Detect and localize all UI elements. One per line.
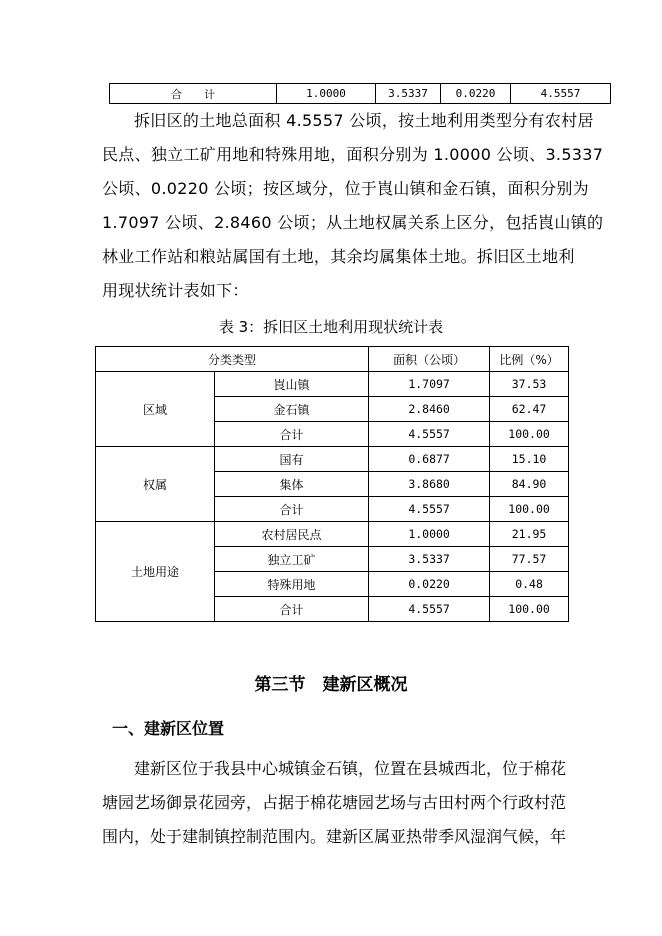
area-cell: 1.0000	[369, 522, 490, 547]
ratio-cell: 37.53	[490, 372, 569, 397]
area-cell: 4.5557	[369, 422, 490, 447]
area-cell: 3.8680	[369, 472, 490, 497]
paragraph-line: 拆旧区的土地总面积 4.5557 公顷，按土地利用类型分有农村居	[134, 111, 594, 130]
area-cell: 4.5557	[369, 497, 490, 522]
ratio-cell: 100.00	[490, 497, 569, 522]
subsection-title: 一、建新区位置	[112, 719, 225, 738]
summary-row-table	[109, 83, 611, 104]
ratio-cell: 84.90	[490, 472, 569, 497]
summary-label: 合 计	[110, 84, 277, 104]
table-header-row	[96, 347, 569, 372]
paragraph-line: 围内，处于建制镇控制范围内。建新区属亚热带季风湿润气候，年	[102, 827, 567, 846]
ratio-cell: 62.47	[490, 397, 569, 422]
group-cell: 区域	[96, 372, 215, 447]
table-row	[110, 84, 611, 104]
paragraph-line: 用现状统计表如下：	[102, 281, 249, 300]
paragraph-line: 公顷、0.0220 公顷；按区域分，位于崀山镇和金石镇，面积分别为	[102, 179, 589, 198]
paragraph-demolition-area	[102, 104, 604, 308]
item-cell: 金石镇	[215, 397, 369, 422]
area-cell: 0.6877	[369, 447, 490, 472]
group-cell: 土地用途	[96, 522, 215, 622]
table-row	[96, 372, 569, 397]
paragraph-line: 民点、独立工矿用地和特殊用地，面积分别为 1.0000 公顷、3.5337	[102, 145, 604, 164]
summary-value: 0.0220	[441, 84, 511, 104]
paragraph-line: 建新区位于我县中心城镇金石镇，位置在县城西北，位于棉花	[134, 759, 567, 778]
paragraph-line: 塘园艺场御景花园旁，占据于棉花塘园艺场与古田村两个行政村范	[102, 793, 567, 812]
header-ratio: 比例（%）	[490, 347, 569, 372]
section-title: 第三节 建新区概况	[254, 675, 408, 695]
paragraph-new-area-location	[102, 752, 572, 854]
table-row	[96, 447, 569, 472]
ratio-cell: 77.57	[490, 547, 569, 572]
item-cell: 合计	[215, 422, 369, 447]
summary-value: 4.5557	[511, 84, 611, 104]
group-cell: 权属	[96, 447, 215, 522]
item-cell: 特殊用地	[215, 572, 369, 597]
summary-value: 1.0000	[277, 84, 376, 104]
item-cell: 国有	[215, 447, 369, 472]
header-area: 面积（公顷）	[369, 347, 490, 372]
area-cell: 0.0220	[369, 572, 490, 597]
area-cell: 3.5337	[369, 547, 490, 572]
area-cell: 1.7097	[369, 372, 490, 397]
ratio-cell: 100.00	[490, 597, 569, 622]
table-row	[96, 522, 569, 547]
area-cell: 4.5557	[369, 597, 490, 622]
item-cell: 独立工矿	[215, 547, 369, 572]
paragraph-line: 1.7097 公顷、2.8460 公顷；从土地权属关系上区分，包括崀山镇的	[102, 213, 604, 232]
land-use-table	[95, 346, 569, 622]
item-cell: 崀山镇	[215, 372, 369, 397]
area-cell: 2.8460	[369, 397, 490, 422]
item-cell: 农村居民点	[215, 522, 369, 547]
paragraph-line: 林业工作站和粮站属国有土地，其余均属集体土地。拆旧区土地利	[102, 247, 575, 266]
item-cell: 合计	[215, 597, 369, 622]
item-cell: 合计	[215, 497, 369, 522]
item-cell: 集体	[215, 472, 369, 497]
ratio-cell: 15.10	[490, 447, 569, 472]
ratio-cell: 21.95	[490, 522, 569, 547]
summary-value: 3.5337	[376, 84, 441, 104]
ratio-cell: 100.00	[490, 422, 569, 447]
ratio-cell: 0.48	[490, 572, 569, 597]
table-caption: 表 3：拆旧区土地利用现状统计表	[218, 318, 444, 336]
header-category: 分类类型	[96, 347, 369, 372]
